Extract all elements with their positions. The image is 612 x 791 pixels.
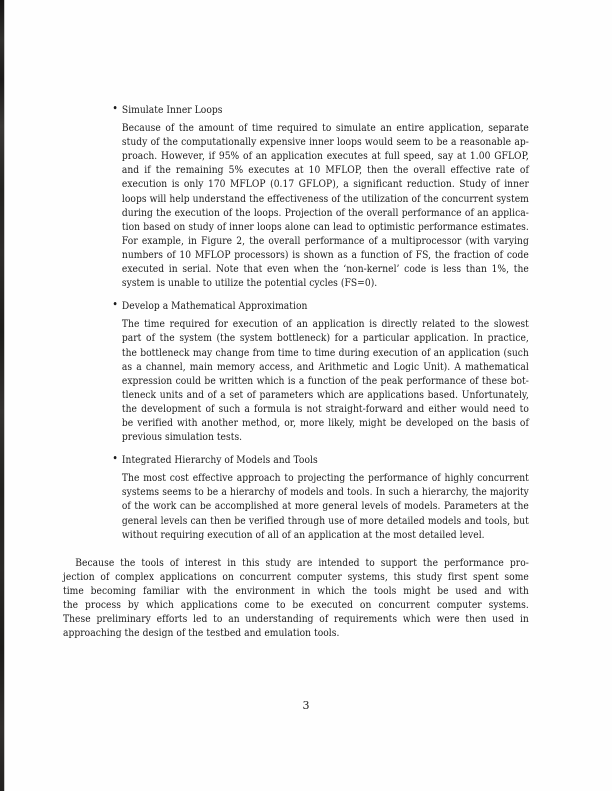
bullet-heading (63, 299, 529, 313)
text-line: be verified with another method, or, more likely, might be developed on the basis of (121, 416, 529, 429)
text-line: jection of complex applications on concurrent computer systems, this study first spent some (63, 570, 529, 583)
bullet-icon: • (112, 452, 118, 466)
text-line: system is unable to utilize the potential cycles (FS=0). (121, 277, 378, 290)
text-column (63, 103, 529, 640)
text-line: previous simulation tests. (121, 431, 243, 444)
page-number: 3 (302, 699, 310, 712)
text-line: execution is only 170 MFLOP (0.17 GFLOP), a significant reduction. Study of inner (121, 178, 529, 191)
bullet-title: Integrated Hierarchy of Models and Tools (121, 454, 318, 467)
text-line: loops will help understand the effectiveness of the utilization of the concurrent system (121, 192, 529, 205)
scan-edge-artifact (0, 0, 4, 791)
list-item-simulate-inner-loops (63, 103, 529, 290)
text-line: These preliminary efforts led to an understanding of requirements which were then used in (63, 613, 529, 626)
bullet-icon: • (112, 102, 118, 115)
text-line: study of the computationally expensive inner loops would seem to be a reasonable ap- (121, 136, 529, 149)
text-line: The most cost effective approach to projecting the performance of highly concurrent (121, 472, 529, 485)
list-item-hierarchy-models-tools (63, 453, 529, 542)
bullet-title: Simulate Inner Loops (121, 104, 223, 116)
text-line: time becoming familiar with the environment in which the tools might be used and with (63, 584, 529, 597)
closing-paragraph (63, 556, 529, 641)
page-content (63, 103, 529, 640)
text-line: tion based on study of inner loops alone can lead to optimistic performance estimates. (121, 220, 529, 233)
text-line: general levels can then be verified through use of more detailed models and tools, but (121, 514, 529, 527)
text-line: the bottleneck may change from time to time during execution of an application (such (121, 346, 529, 359)
bullet-icon: • (112, 298, 118, 312)
text-line: part of the system (the system bottleneck) for a particular application. In practice, (121, 332, 529, 345)
text-line: as a channel, main memory access, and Arithmetic and Logic Unit). A mathematical (121, 360, 529, 373)
text-line: the development of such a formula is not straight-forward and either would need to (121, 402, 529, 415)
list-item-mathematical-approximation (63, 299, 529, 444)
bullet-heading (63, 453, 529, 467)
text-line: without requiring execution of all of an application at the most detailed level. (121, 528, 485, 541)
text-line: during the execution of the loops. Projection of the overall performance of an applica- (121, 206, 529, 219)
text-line: and if the remaining 5% executes at 10 MFLOP, then the overall effective rate of (121, 164, 529, 177)
bullet-paragraph (63, 121, 529, 290)
text-line: proach. However, if 95% of an application executes at full speed, say at 1.00 GFLOP, (121, 150, 529, 163)
text-line: numbers of 10 MFLOP processors) is shown as a function of FS, the fraction of code (121, 248, 529, 261)
text-line: expression could be written which is a function of the peak performance of these bot- (121, 374, 529, 387)
text-line: approaching the design of the testbed and emulation tools. (63, 627, 340, 640)
text-line: of the work can be accomplished at more general levels of models. Parameters at the (121, 500, 529, 513)
bullet-paragraph (63, 471, 529, 541)
bullet-heading (63, 103, 529, 117)
text-line: Because the tools of interest in this study are intended to support the performance pro- (75, 556, 529, 569)
text-line: For example, in Figure 2, the overall performance of a multiprocessor (with varying (121, 234, 529, 247)
text-line: the process by which applications come to be executed on concurrent computer systems. (63, 599, 529, 611)
bullet-paragraph (63, 317, 529, 444)
text-line: systems seems to be a hierarchy of models and tools. In such a hierarchy, the majority (121, 486, 529, 499)
text-line: tleneck units and of a set of parameters which are applications based. Unfortunately, (121, 388, 529, 401)
bullet-title: Develop a Mathematical Approximation (121, 300, 308, 313)
text-line: The time required for execution of an application is directly related to the slowest (121, 318, 529, 331)
text-line: Because of the amount of time required to simulate an entire application, separate (121, 122, 529, 135)
text-line: executed in serial. Note that even when the ‘non-kernel’ code is less than 1%, the (121, 263, 529, 276)
